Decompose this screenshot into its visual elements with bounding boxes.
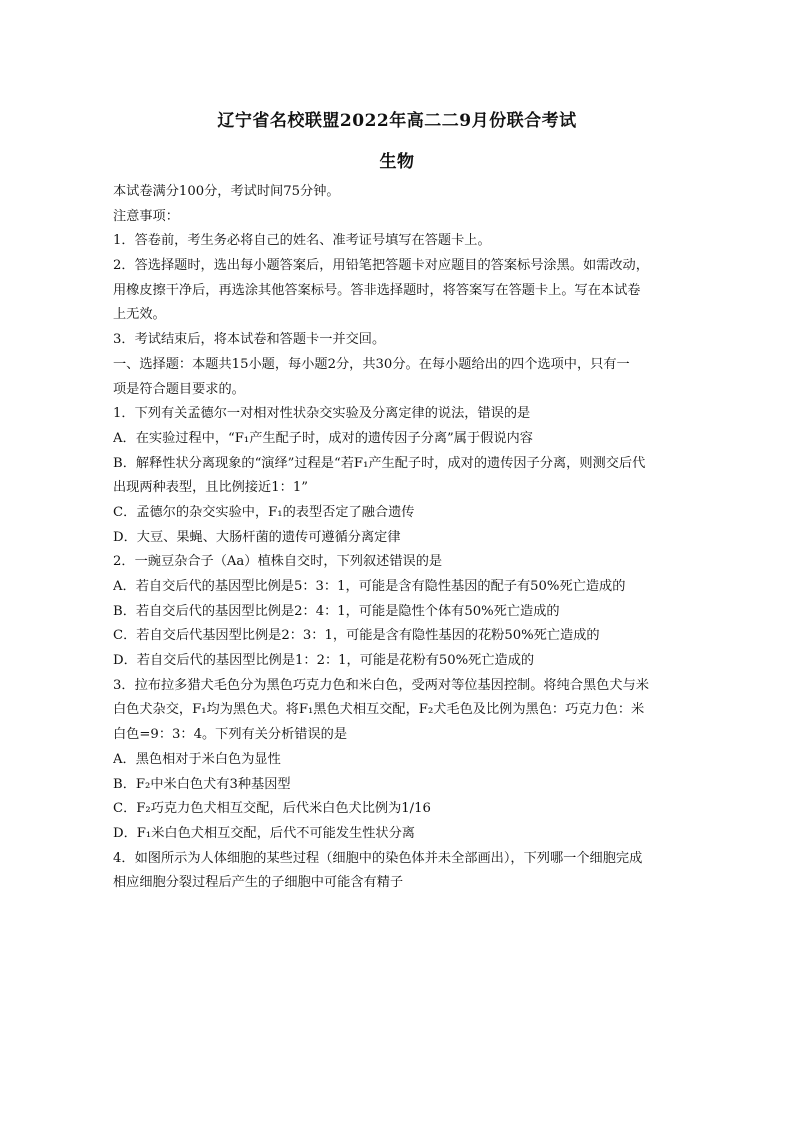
q1-option-c: C．孟德尔的杂交实验中，F₁的表型否定了融合遗传 [113,504,415,520]
notes-heading: 注意事项： [113,208,179,224]
note-2-line-3: 上无效。 [113,307,166,323]
q3-option-b: B．F₂中米白色犬有3种基因型 [113,776,291,792]
q3-stem-line-2: 白色犬杂交，F₁均为黑色犬。将F₁黑色犬相互交配，F₂犬毛色及比例为黑色：巧克力色：米 [113,702,645,718]
q2-option-c: C．若自交后代基因型比例是2：3：1，可能是含有隐性基因的花粉50%死亡造成的 [113,628,600,644]
q1-option-d: D．大豆、果蝇、大肠杆菌的遗传可遵循分离定律 [113,529,401,545]
q2-stem: 2．一豌豆杂合子（Aa）植株自交时，下列叙述错误的是 [113,554,443,570]
q2-option-a: A．若自交后代的基因型比例是5：3：1，可能是含有隐性基因的配子有50%死亡造成的 [113,579,626,594]
q3-option-c: C．F₂巧克力色犬相互交配，后代米白色犬比例为1/16 [113,801,431,817]
section-heading-line-1: 一、选择题：本题共15小题，每小题2分，共30分。在每小题给出的四个选项中，只有一 [113,356,630,372]
q1-stem: 1．下列有关孟德尔一对相对性状杂交实验及分离定律的说法，错误的是 [113,406,531,422]
exam-title: 辽宁省名校联盟2022年高二二9月份联合考试 [217,111,577,131]
q1-option-b-line-2: 出现两种表型，且比例接近1：1” [113,480,308,496]
q3-stem-line-1: 3．拉布拉多猎犬毛色分为黑色巧克力色和米白色，受两对等位基因控制。将纯合黑色犬与米 [113,677,649,693]
note-2-line-1: 2．答选择题时，选出每小题答案后，用铅笔把答题卡对应题目的答案标号涂黑。如需改动， [113,258,649,274]
section-heading-line-2: 项是符合题目要求的。 [113,381,245,397]
q3-stem-line-3: 白色=9：3：4。下列有关分析错误的是 [113,727,348,743]
intro-line: 本试卷满分100分，考试时间75分钟。 [113,184,340,199]
q4-stem-line-1: 4．如图所示为人体细胞的某些过程（细胞中的染色体并未全部画出），下列哪一个细胞完成 [113,850,643,866]
note-3: 3．考试结束后，将本试卷和答题卡一并交回。 [113,332,386,348]
subject-title: 生物 [379,152,415,172]
q3-option-d: D．F₁米白色犬相互交配，后代不可能发生性状分离 [113,825,415,841]
exam-body [113,180,683,896]
q3-option-a: A．黑色相对于米白色为显性 [113,751,281,767]
q2-option-d: D．若自交后代的基因型比例是1：2：1，可能是花粉有50%死亡造成的 [113,653,535,669]
q1-option-a: A．在实验过程中，“F₁产生配子时，成对的遗传因子分离”属于假说内容 [113,430,533,446]
note-1: 1．答卷前，考生务必将自己的姓名、准考证号填写在答题卡上。 [113,233,491,249]
q1-option-b-line-1: B．解释性状分离现象的“演绎”过程是“若F₁产生配子时，成对的遗传因子分离，则测交后代 [113,455,646,471]
q2-option-b: B．若自交后代的基因型比例是2：4：1，可能是隐性个体有50%死亡造成的 [113,603,560,619]
q4-stem-line-2: 相应细胞分裂过程后产生的子细胞中可能含有精子 [113,875,404,891]
note-2-line-2: 用橡皮擦干净后，再选涂其他答案标号。答非选择题时，将答案写在答题卡上。写在本试卷 [113,282,641,298]
